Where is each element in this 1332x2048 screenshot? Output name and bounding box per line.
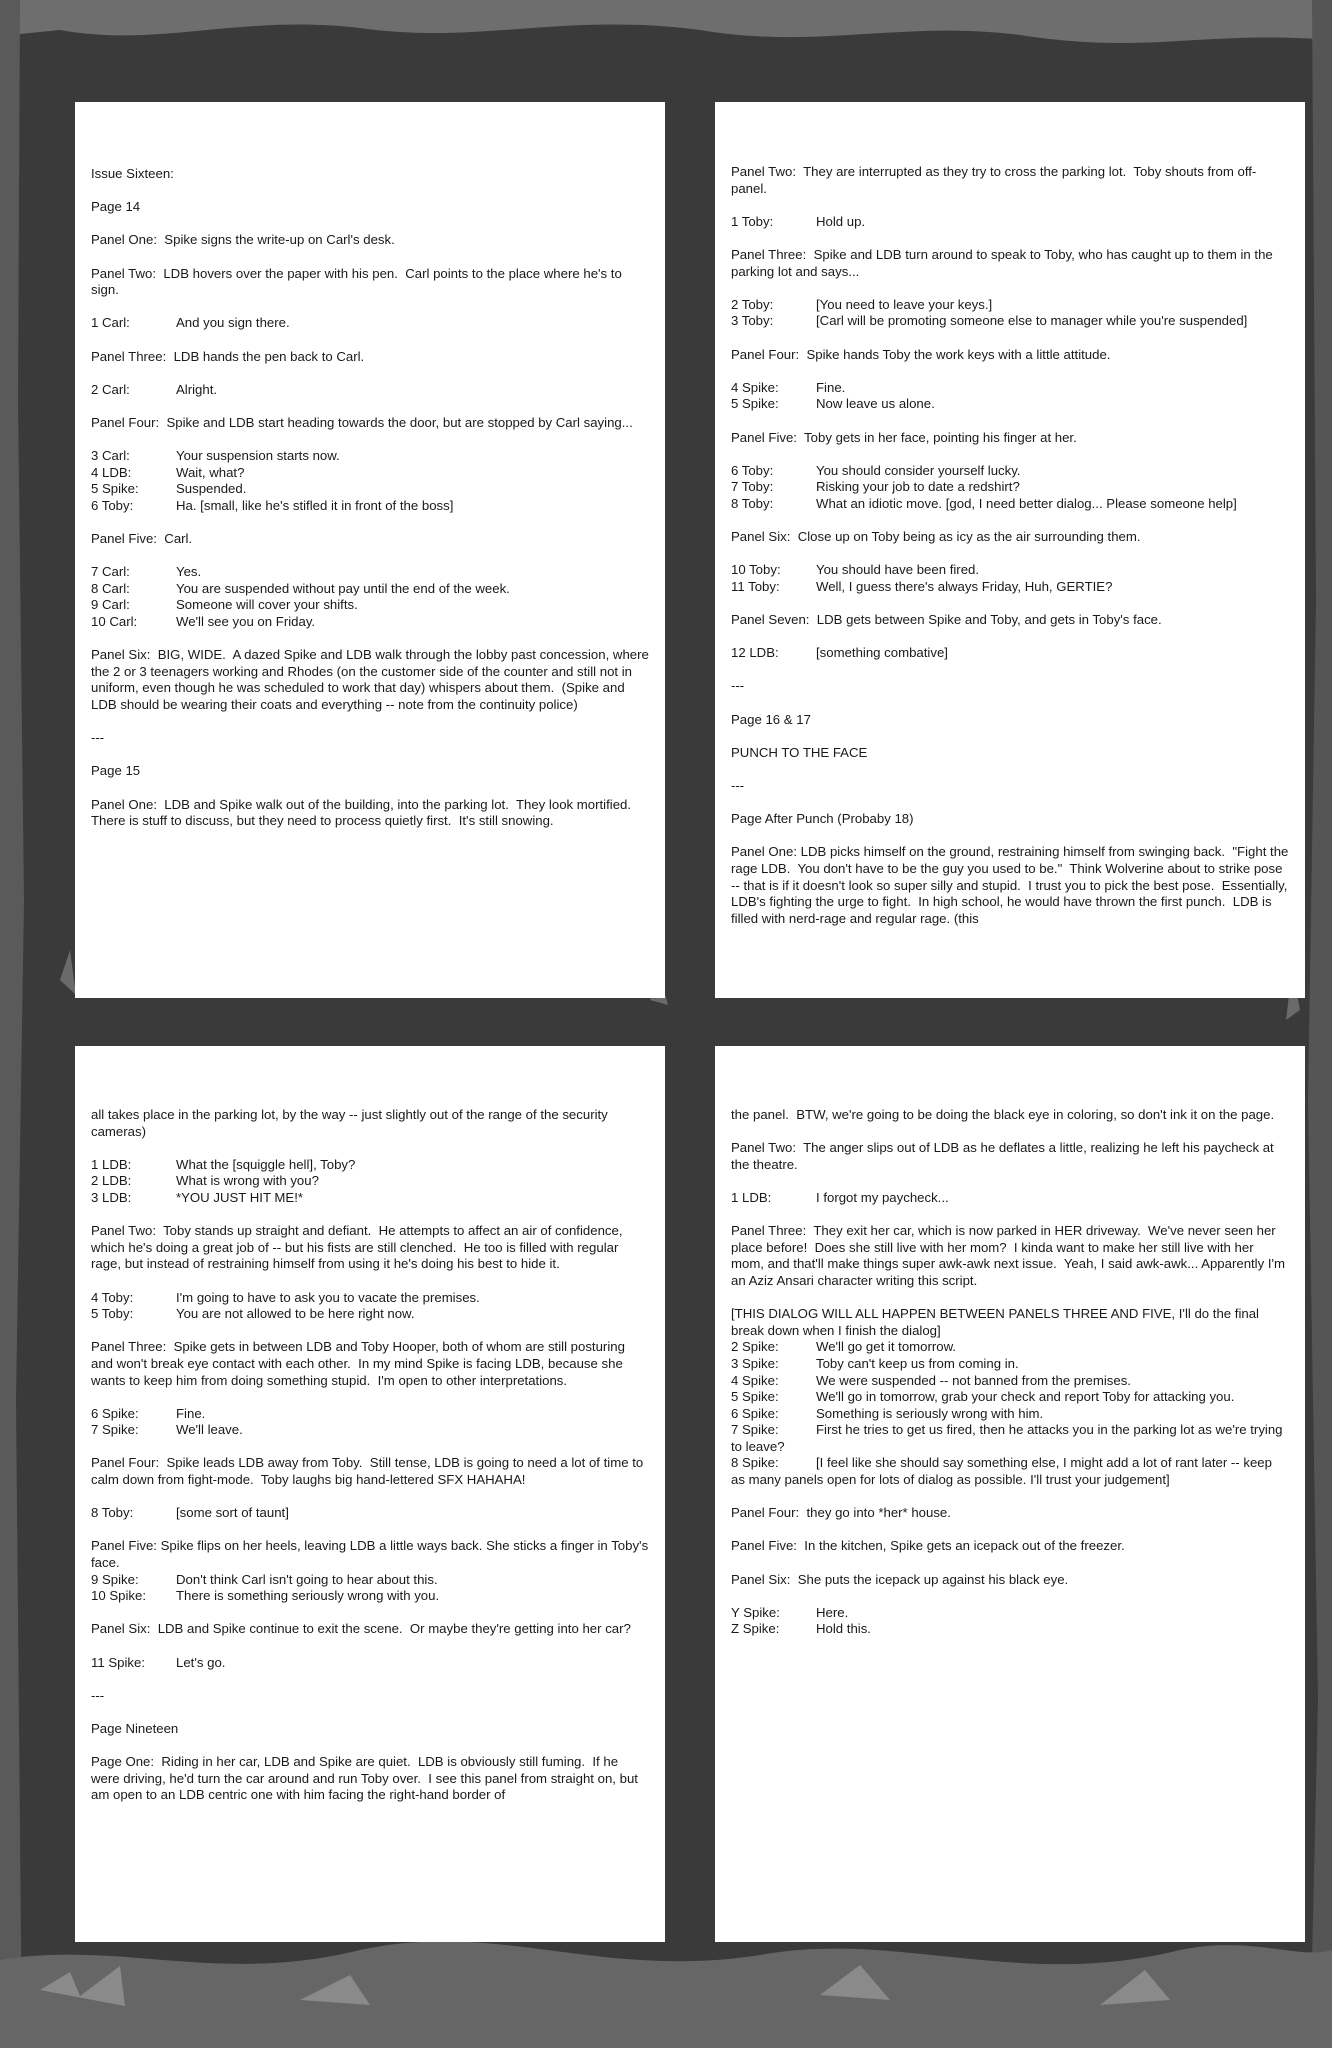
- script-paragraph: Panel Four: they go into *her* house.: [731, 1505, 951, 1521]
- dialogue-speaker: 1 Carl:: [91, 315, 130, 331]
- dialogue-block: [91, 1406, 649, 1439]
- dialogue-line: [91, 1572, 649, 1589]
- script-paragraph: Page Nineteen: [91, 1720, 179, 1736]
- dialogue-line: [731, 579, 1289, 596]
- script-paragraph: Panel One: Spike signs the write-up on Carl's desk.: [91, 232, 395, 248]
- dialogue-speaker: 4 Toby:: [91, 1289, 134, 1305]
- dialogue-line: [731, 380, 1289, 397]
- dialogue-text: We'll see you on Friday.: [176, 614, 316, 630]
- dialogue-speaker: 12 LDB:: [731, 645, 779, 661]
- dialogue-line: [91, 597, 649, 614]
- dialogue-block: [731, 214, 1289, 231]
- dialogue-block: [91, 1655, 649, 1672]
- script-page-2: [715, 102, 1305, 998]
- dialogue-line: [91, 481, 649, 498]
- dialogue-text: Alright.: [176, 381, 218, 397]
- dialogue-line: [91, 1422, 649, 1439]
- dialogue-text: *YOU JUST HIT ME!*: [176, 1189, 304, 1205]
- dialogue-speaker: 6 Spike:: [91, 1405, 139, 1421]
- script-page-1: [75, 102, 665, 998]
- script-paragraph: Panel Three: Spike and LDB turn around to speak to Toby, who has caught up to them in the parking lot and says...: [731, 246, 1277, 279]
- dialogue-line: [731, 214, 1289, 231]
- dialogue-block: [91, 315, 649, 332]
- dialogue-text: I'm going to have to ask you to vacate the premises.: [176, 1289, 480, 1305]
- dialogue-text: [You need to leave your keys.]: [816, 296, 993, 312]
- script-paragraph: Page After Punch (Probaby 18): [731, 811, 914, 827]
- script-paragraph: Panel Five: In the kitchen, Spike gets an icepack out of the freezer.: [731, 1538, 1125, 1554]
- script-paragraph: Panel Two: Toby stands up straight and defiant. He attempts to affect an air of confidence, which he's doing a great job of -- but his fists are still clenched. He too is filled with regular rage, but instead of restraining himself from using it he's doing his best to hide it.: [91, 1223, 627, 1272]
- script-paragraph: Panel Seven: LDB gets between Spike and Toby, and gets in Toby's face.: [731, 612, 1162, 628]
- dialogue-line: [731, 297, 1289, 314]
- dialogue-text: Toby can't keep us from coming in.: [816, 1355, 1019, 1371]
- dialogue-block: [91, 1290, 649, 1323]
- dialogue-speaker: Y Spike:: [731, 1604, 780, 1620]
- dialogue-line: [731, 1389, 1289, 1406]
- dialogue-text: You should have been fired.: [816, 562, 980, 578]
- dialogue-speaker: 7 Toby:: [731, 479, 774, 495]
- dialogue-line: [91, 1290, 649, 1307]
- dialogue-block: [731, 463, 1289, 513]
- dialogue-speaker: 2 Carl:: [91, 381, 130, 397]
- dialogue-line: [731, 496, 1289, 513]
- dialogue-speaker: 11 Spike:: [91, 1654, 146, 1670]
- dialogue-speaker: 5 Toby:: [91, 1306, 134, 1322]
- dialogue-speaker: 7 Spike:: [91, 1422, 139, 1438]
- dialogue-line: [731, 479, 1289, 496]
- script-paragraph: Panel Four: Spike leads LDB away from Toby. Still tense, LDB is going to need a lot of time to calm down from fight-mode. Toby laughs big hand-lettered SFX HAHAHA!: [91, 1455, 647, 1488]
- script-paragraph: Panel Three: Spike gets in between LDB and Toby Hooper, both of whom are still posturing and won't break eye contact with each other. In my mind Spike is facing LDB, because she wants to keep him from doing something stupid. I'm open to other interpretations.: [91, 1339, 629, 1388]
- dialogue-text: Ha. [small, like he's stifled it in front of the boss]: [176, 497, 454, 513]
- dialogue-text: We'll go get it tomorrow.: [816, 1339, 957, 1355]
- dialogue-speaker: 2 Spike:: [731, 1339, 779, 1355]
- dialogue-speaker: 9 Carl:: [91, 597, 130, 613]
- script-paragraph: ---: [91, 1687, 105, 1703]
- script-paragraph: Panel Two: The anger slips out of LDB as he deflates a little, realizing he left his paycheck at the theatre.: [731, 1140, 1278, 1172]
- dialogue-text: What the [squiggle hell], Toby?: [176, 1156, 356, 1172]
- dialogue-speaker: 6 Spike:: [731, 1405, 779, 1421]
- dialogue-text: And you sign there.: [176, 315, 290, 331]
- dialogue-block: [731, 380, 1289, 413]
- dialogue-line: [91, 1157, 649, 1174]
- script-paragraph: Panel Four: Spike and LDB start heading towards the door, but are stopped by Carl saying...: [91, 414, 633, 430]
- dialogue-text: I forgot my paycheck...: [816, 1189, 949, 1205]
- dialogue-text: Yes.: [176, 564, 202, 580]
- script-paragraph: Issue Sixteen:: [91, 166, 174, 181]
- dialogue-line: [91, 1588, 649, 1605]
- dialogue-block: [731, 1190, 1289, 1207]
- dialogue-text: You are not allowed to be here right now.: [176, 1306, 415, 1322]
- dialogue-line: [731, 396, 1289, 413]
- script-paragraph: the panel. BTW, we're going to be doing the black eye in coloring, so don't ink it on the page.: [731, 1107, 1275, 1122]
- dialogue-speaker: 3 Toby:: [731, 313, 774, 329]
- script-paragraph: Page 16 & 17: [731, 711, 811, 727]
- dialogue-speaker: 4 Spike:: [731, 379, 779, 395]
- script-paragraph: all takes place in the parking lot, by the way -- just slightly out of the range of the security cameras): [91, 1107, 612, 1139]
- script-paragraph: Page 14: [91, 199, 141, 215]
- dialogue-speaker: 8 Spike:: [731, 1455, 779, 1471]
- dialogue-text: What an idiotic move. [god, I need better dialog... Please someone help]: [816, 495, 1237, 511]
- dialogue-line: [731, 645, 1289, 662]
- dialogue-block: [91, 382, 649, 399]
- dialogue-text: You should consider yourself lucky.: [816, 462, 1021, 478]
- dialogue-speaker: 3 Carl:: [91, 448, 130, 464]
- dialogue-block: [731, 645, 1289, 662]
- dialogue-text: [something combative]: [816, 645, 948, 661]
- dialogue-text: Don't think Carl isn't going to hear about this.: [176, 1571, 438, 1587]
- script-paragraph: Panel One: LDB picks himself on the ground, restraining himself from swinging back. "Fight the rage LDB. You don't have to be the guy you used to be." Think Wolverine about to strike pose -- that is if it doesn't look so super silly and stupid. I trust you to pick the best pose. Essentially, LDB's fighting the urge to fight. In high school, he would have thrown the first punch. LDB is filled with nerd-rage and regular rage. (this: [731, 844, 1293, 926]
- dialogue-text: What is wrong with you?: [176, 1173, 319, 1189]
- dialogue-line: [731, 1356, 1289, 1373]
- dialogue-speaker: 9 Spike:: [91, 1571, 139, 1587]
- dialogue-line: [91, 1173, 649, 1190]
- dialogue-text: We'll leave.: [176, 1422, 243, 1438]
- dialogue-line: [731, 1605, 1289, 1622]
- dialogue-text: Well, I guess there's always Friday, Huh, GERTIE?: [816, 578, 1113, 594]
- dialogue-speaker: 7 Spike:: [731, 1422, 779, 1438]
- dialogue-speaker: 5 Spike:: [731, 1389, 779, 1405]
- dialogue-line: [731, 1455, 1289, 1488]
- script-paragraph: ---: [91, 730, 105, 746]
- dialogue-block: [91, 564, 649, 630]
- dialogue-block: [731, 562, 1289, 595]
- dialogue-line: [91, 465, 649, 482]
- dialogue-block: [91, 1538, 649, 1604]
- script-paragraph: Panel One: LDB and Spike walk out of the building, into the parking lot. They look mortified. There is stuff to discuss, but they need to process quietly first. It's still snowing.: [91, 796, 639, 829]
- dialogue-line: [91, 315, 649, 332]
- dialogue-speaker: 10 Spike:: [91, 1588, 146, 1604]
- dialogue-line: [91, 382, 649, 399]
- dialogue-text: Hold up.: [816, 213, 866, 229]
- dialogue-speaker: 8 Carl:: [91, 580, 130, 596]
- dialogue-lead-text: Panel Five: Spike flips on her heels, leaving LDB a little ways back. She sticks a finger in Toby's face.: [91, 1538, 649, 1571]
- dialogue-speaker: 6 Toby:: [731, 462, 774, 478]
- script-paragraph: ---: [731, 777, 745, 793]
- dialogue-text: Now leave us alone.: [816, 396, 935, 412]
- dialogue-line: [91, 1406, 649, 1423]
- dialogue-block: [731, 1306, 1289, 1489]
- script-paragraph: Panel Six: Close up on Toby being as icy as the air surrounding them.: [731, 529, 1141, 545]
- dialogue-text: You are suspended without pay until the end of the week.: [176, 580, 510, 596]
- dialogue-text: [some sort of taunt]: [176, 1505, 289, 1521]
- script-paragraph: Panel Six: She puts the icepack up against his black eye.: [731, 1571, 1069, 1587]
- dialogue-block: [91, 1505, 649, 1522]
- dialogue-text: Wait, what?: [176, 464, 245, 480]
- dialogue-speaker: 2 LDB:: [91, 1173, 132, 1189]
- dialogue-text: Here.: [816, 1604, 849, 1620]
- dialogue-speaker: Z Spike:: [731, 1621, 780, 1637]
- dialogue-line: [91, 614, 649, 631]
- dialogue-line: [731, 1406, 1289, 1423]
- dialogue-speaker: 10 Carl:: [91, 614, 138, 630]
- dialogue-speaker: 1 LDB:: [731, 1189, 772, 1205]
- script-paragraph: Panel Three: LDB hands the pen back to Carl.: [91, 348, 365, 364]
- dialogue-block: [91, 448, 649, 514]
- dialogue-line: [91, 564, 649, 581]
- dialogue-block: [731, 1605, 1289, 1638]
- dialogue-text: We were suspended -- not banned from the premises.: [816, 1372, 1131, 1388]
- script-page-3: [75, 1046, 665, 1942]
- dialogue-block: [731, 297, 1289, 330]
- dialogue-line: [91, 581, 649, 598]
- dialogue-speaker: 6 Toby:: [91, 497, 134, 513]
- dialogue-line: [731, 313, 1289, 330]
- dialogue-speaker: 7 Carl:: [91, 564, 130, 580]
- dialogue-speaker: 8 Toby:: [91, 1505, 134, 1521]
- script-paragraph: ---: [731, 678, 745, 694]
- script-paragraph: Panel Six: LDB and Spike continue to exit the scene. Or maybe they're getting into her car?: [91, 1621, 631, 1637]
- dialogue-text: Risking your job to date a redshirt?: [816, 479, 1020, 495]
- dialogue-text: [Carl will be promoting someone else to manager while you're suspended]: [816, 313, 1248, 329]
- dialogue-text: Something is seriously wrong with him.: [816, 1405, 1044, 1421]
- dialogue-text: First he tries to get us fired, then he attacks you in the parking lot as we're trying to leave?: [731, 1422, 1283, 1454]
- script-paragraph: Panel Two: LDB hovers over the paper with his pen. Carl points to the place where he's to sign.: [91, 265, 626, 298]
- dialogue-speaker: 3 Spike:: [731, 1355, 779, 1371]
- dialogue-speaker: 4 Spike:: [731, 1372, 779, 1388]
- dialogue-line: [91, 448, 649, 465]
- dialogue-line: [731, 1190, 1289, 1207]
- dialogue-speaker: 5 Spike:: [91, 481, 139, 497]
- dialogue-speaker: 1 LDB:: [91, 1156, 132, 1172]
- dialogue-line: [91, 1306, 649, 1323]
- dialogue-text: We'll go in tomorrow, grab your check and report Toby for attacking you.: [816, 1389, 1235, 1405]
- dialogue-line: [91, 1190, 649, 1207]
- script-page-4: [715, 1046, 1305, 1942]
- dialogue-speaker: 5 Spike:: [731, 396, 779, 412]
- dialogue-speaker: 3 LDB:: [91, 1189, 132, 1205]
- dialogue-line: [731, 1422, 1289, 1455]
- dialogue-text: Suspended.: [176, 481, 247, 497]
- dialogue-text: There is something seriously wrong with you.: [176, 1588, 440, 1604]
- dialogue-text: Your suspension starts now.: [176, 448, 340, 464]
- dialogue-speaker: 10 Toby:: [731, 562, 781, 578]
- dialogue-text: Someone will cover your shifts.: [176, 597, 358, 613]
- dialogue-text: Fine.: [176, 1405, 206, 1421]
- dialogue-line: [91, 1505, 649, 1522]
- dialogue-text: [I feel like she should say something else, I might add a lot of rant later -- keep as many panels open for lots of dialog as possible. I'll trust your judgement]: [731, 1455, 1272, 1488]
- dialogue-text: Hold this.: [816, 1621, 871, 1637]
- dialogue-block: [91, 1157, 649, 1207]
- dialogue-line: [731, 463, 1289, 480]
- dialogue-line: [731, 1621, 1289, 1638]
- script-paragraph: Panel Two: They are interrupted as they try to cross the parking lot. Toby shouts from off-panel.: [731, 164, 1257, 196]
- script-paragraph: Page 15: [91, 763, 141, 779]
- script-paragraph: Panel Six: BIG, WIDE. A dazed Spike and LDB walk through the lobby past concession, where the 2 or 3 teenagers working and Rhodes (on the customer side of the counter and still not in uniform, even though he was scheduled to work that day) whispers about them. (Spike and LDB should be wearing their coats and everything -- note from the continuity police): [91, 647, 649, 712]
- script-paragraph: Panel Five: Toby gets in her face, pointing his finger at her.: [731, 429, 1077, 445]
- script-paragraph: Page One: Riding in her car, LDB and Spike are quiet. LDB is obviously still fuming. If he were driving, he'd turn the car around and run Toby over. I see this panel from straight on, but am open to an LDB centric one with him facing the right-hand border of: [91, 1754, 642, 1803]
- dialogue-speaker: 4 LDB:: [91, 464, 132, 480]
- script-paragraph: Panel Five: Carl.: [91, 531, 193, 547]
- dialogue-line: [91, 1655, 649, 1672]
- dialogue-line: [91, 498, 649, 515]
- dialogue-speaker: 8 Toby:: [731, 495, 774, 511]
- dialogue-speaker: 2 Toby:: [731, 296, 774, 312]
- dialogue-text: Let's go.: [176, 1654, 226, 1670]
- dialogue-line: [731, 1373, 1289, 1390]
- dialogue-text: Fine.: [816, 379, 846, 395]
- script-paragraph: Panel Four: Spike hands Toby the work keys with a little attitude.: [731, 346, 1111, 362]
- dialogue-line: [731, 562, 1289, 579]
- dialogue-speaker: 1 Toby:: [731, 213, 774, 229]
- dialogue-speaker: 11 Toby:: [731, 578, 780, 594]
- script-paragraph: PUNCH TO THE FACE: [731, 744, 868, 760]
- script-paragraph: Panel Three: They exit her car, which is now parked in HER driveway. We've never seen her place before! Does she still live with her mom? I kinda want to make her still live with her mom, and that'll make things super awk-awk next issue. Yeah, I said awk-awk... Apparently I'm an Aziz Ansari character writing this script.: [731, 1223, 1289, 1288]
- dialogue-lead-text: [THIS DIALOG WILL ALL HAPPEN BETWEEN PANELS THREE AND FIVE, I'll do the final break down when I finish the dialog]: [731, 1306, 1259, 1338]
- dialogue-line: [731, 1339, 1289, 1356]
